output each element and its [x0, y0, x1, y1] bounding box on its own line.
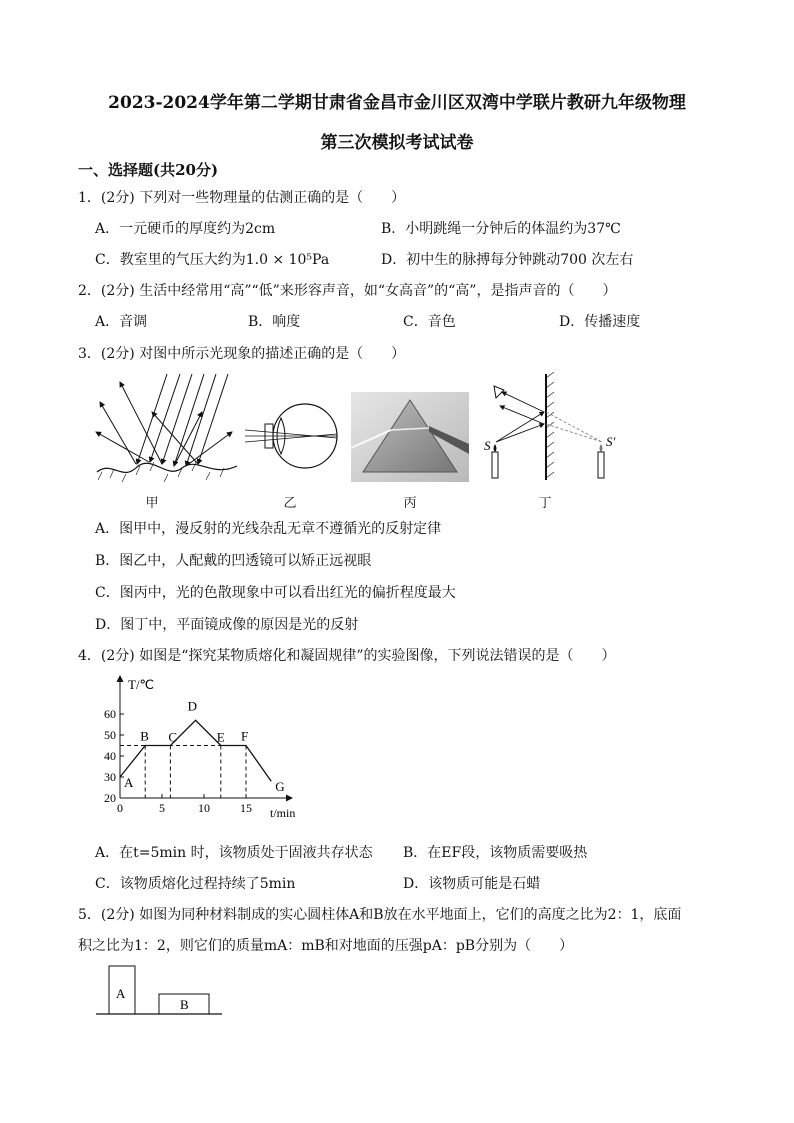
cylinders-figure — [94, 964, 224, 1018]
x-tick-label: 0 — [117, 801, 123, 815]
point-label-d: D — [187, 698, 197, 714]
q4-option-c: C．该物质熔化过程持续了5min — [95, 876, 296, 892]
point-label-a: A — [124, 775, 134, 790]
diffuse-reflection-figure — [92, 372, 242, 484]
q3-option-b: B．图乙中，人配戴的凹透镜可以矫正远视眼 — [95, 553, 372, 569]
q1-option-c: C．教室里的气压大约为1.0 × 10⁵Pa — [95, 252, 330, 268]
eye-lens-figure — [243, 396, 343, 478]
plane-mirror-figure — [482, 372, 627, 484]
q1-option-d: D．初中生的脉搏每分钟跳动700 次左右 — [381, 252, 634, 268]
y-tick-label: 20 — [104, 791, 116, 805]
q5-stem-line1: 5．(2分) 如图为同种材料制成的实心圆柱体A和B放在水平地面上，它们的高度之比为2：1，底面 — [78, 907, 682, 923]
q5-stem-line2: 积之比为1：2，则它们的质量mA：mB和对地面的压强pA：pB分别为（ ） — [78, 938, 574, 954]
caption-yi: 乙 — [283, 496, 297, 511]
point-label-f: F — [241, 728, 249, 744]
y-tick-label: 60 — [104, 707, 116, 721]
q1-option-b: B．小明跳绳一分钟后的体温约为37℃ — [381, 221, 621, 237]
section-heading: 一、选择题(共20分) — [78, 161, 219, 179]
point-label-c: C — [168, 729, 178, 745]
melting-curve-chart — [92, 672, 312, 832]
x-tick-label: 5 — [159, 801, 165, 815]
label-s: S — [484, 438, 491, 453]
q3-stem: 3．(2分) 对图中所示光现象的描述正确的是（ ） — [78, 346, 406, 362]
label-b: B — [180, 997, 189, 1012]
q1-stem: 1．(2分) 下列对一些物理量的估测正确的是（ ） — [78, 190, 406, 206]
label-s-prime: S′ — [606, 434, 616, 449]
y-tick-label: 30 — [104, 770, 116, 784]
q3-option-a: A．图甲中，漫反射的光线杂乱无章不遵循光的反射定律 — [95, 521, 442, 537]
q1-option-a: A．一元硬币的厚度约为2cm — [95, 221, 276, 237]
q2-option-d: D．传播速度 — [559, 314, 641, 330]
caption-bing: 丙 — [403, 496, 417, 511]
paper-title-line2: 第三次模拟考试试卷 — [320, 133, 474, 153]
caption-ding: 丁 — [538, 496, 552, 511]
q2-stem: 2．(2分) 生活中经常用“高”“低”来形容声音，如“女高音”的“高”，是指声音的（ ） — [78, 283, 617, 299]
q3-option-d: D．图丁中，平面镜成像的原因是光的反射 — [95, 617, 359, 633]
caption-jia: 甲 — [145, 496, 159, 511]
x-tick-label: 15 — [240, 801, 252, 815]
x-tick-label: 10 — [198, 801, 210, 815]
y-tick-label: 40 — [104, 749, 116, 763]
q3-option-c: C．图丙中，光的色散现象中可以看出红光的偏折程度最大 — [95, 585, 456, 601]
q2-option-c: C．音色 — [403, 314, 456, 330]
point-label-e: E — [216, 729, 225, 745]
point-label-g: G — [275, 779, 285, 795]
paper-title-line1: 2023-2024学年第二学期甘肃省金昌市金川区双湾中学联片教研九年级物理 — [108, 93, 686, 113]
q4-option-d: D．该物质可能是石蜡 — [403, 876, 541, 892]
x-axis-label: t/min — [270, 806, 296, 820]
q4-stem: 4．(2分) 如图是“探究某物质熔化和凝固规律”的实验图像，下列说法错误的是（ ） — [78, 648, 616, 664]
q2-option-a: A．音调 — [95, 314, 148, 330]
q4-option-a: A．在t=5min 时，该物质处于固液共存状态 — [95, 845, 373, 861]
q4-option-b: B．在EF段，该物质需要吸热 — [403, 845, 588, 861]
prism-dispersion-figure — [351, 392, 469, 482]
y-tick-label: 50 — [104, 728, 116, 742]
label-a: A — [116, 986, 126, 1001]
q2-option-b: B．响度 — [248, 314, 301, 330]
y-axis-label: T/℃ — [128, 677, 155, 692]
point-label-b: B — [140, 728, 149, 744]
